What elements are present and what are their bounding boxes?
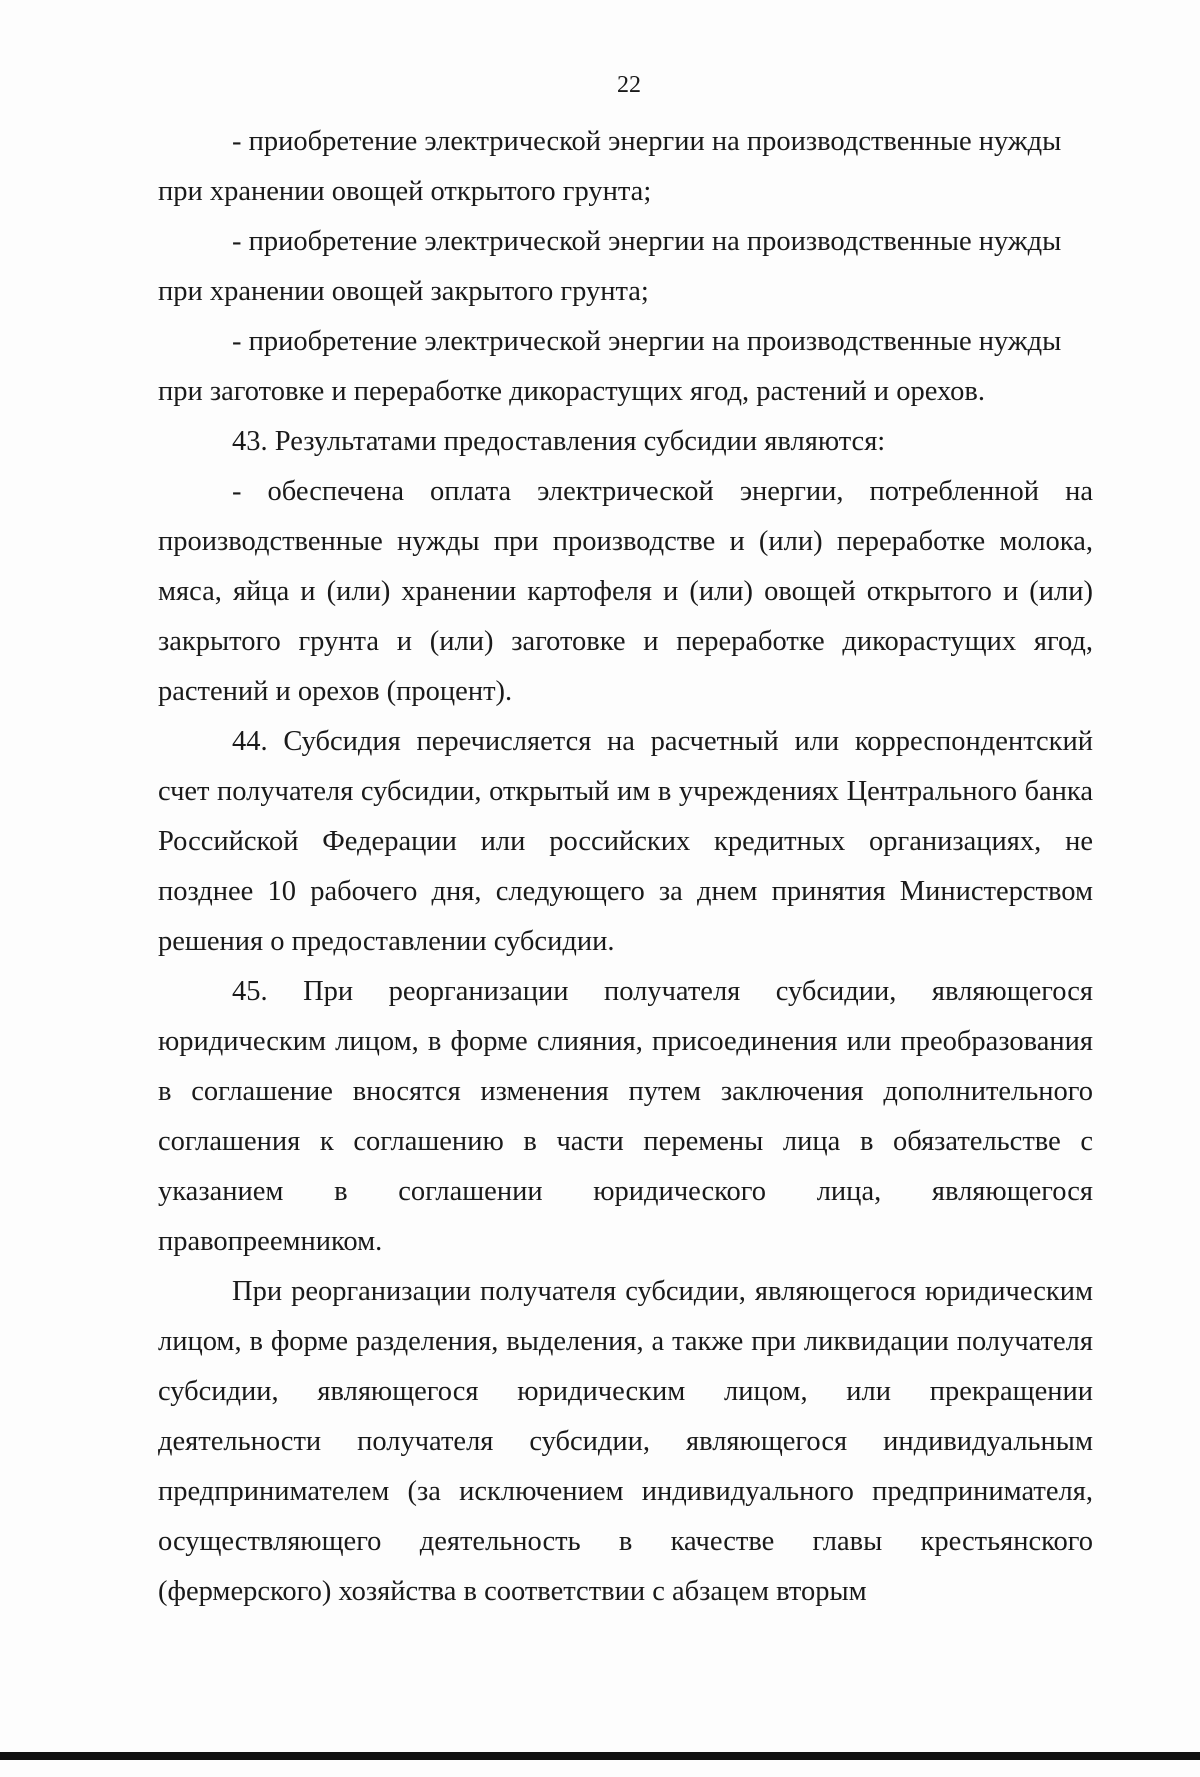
list-item-electricity-open-ground: - приобретение электрической энергии на производственные нужды при хранении овощей открытого грунта; (158, 126, 1062, 207)
paragraph-45: 45. При реорганизации получателя субсидии, являющегося юридическим лицом, в форме слияния, присоединения или преобразования в соглашение вносятся изменения путем заключения дополнительного соглашения к соглашению в части перемены лица в обязательстве с указанием в соглашении юридического лица, являющегося правопреемником. (158, 976, 1093, 1257)
list-item-electricity-closed-ground: - приобретение электрической энергии на производственные нужды при хранении овощей закрытого грунта; (158, 226, 1062, 307)
paragraph-43-result: - обеспечена оплата электрической энергии, потребленной на производственные нужды при производстве и (или) переработке молока, мяса, яйца и (или) хранении картофеля и (или) овощей открытого и (или) закрытого грунта и (или) заготовке и переработке дикорастущих ягод, растений и орехов (процент). (158, 476, 1093, 707)
paragraph-44: 44. Субсидия перечисляется на расчетный или корреспондентский счет получателя субсидии, открытый им в учреждениях Центрального банка Российской Федерации или российских кредитных организациях, не позднее 10 рабочего дня, следующего за днем принятия Министерством решения о предоставлении субсидии. (158, 726, 1093, 957)
paragraph-45-continued: При реорганизации получателя субсидии, являющегося юридическим лицом, в форме разделения, выделения, а также при ликвидации получателя субсидии, являющегося юридическим лицом, или прекращении деятельности получателя субсидии, являющегося индивидуальным предпринимателем (за исключением индивидуального предпринимателя, осуществляющего деятельность в качестве главы крестьянского (фермерского) хозяйства в соответствии с абзацем вторым (158, 1276, 1093, 1607)
document-body (158, 117, 1093, 1617)
page-number: 22 (617, 72, 641, 98)
scan-edge-bar (0, 1752, 1200, 1760)
paragraph-43-heading: 43. Результатами предоставления субсидии являются: (232, 426, 886, 457)
list-item-electricity-wild-berries: - приобретение электрической энергии на производственные нужды при заготовке и переработке дикорастущих ягод, растений и орехов. (158, 326, 1062, 407)
